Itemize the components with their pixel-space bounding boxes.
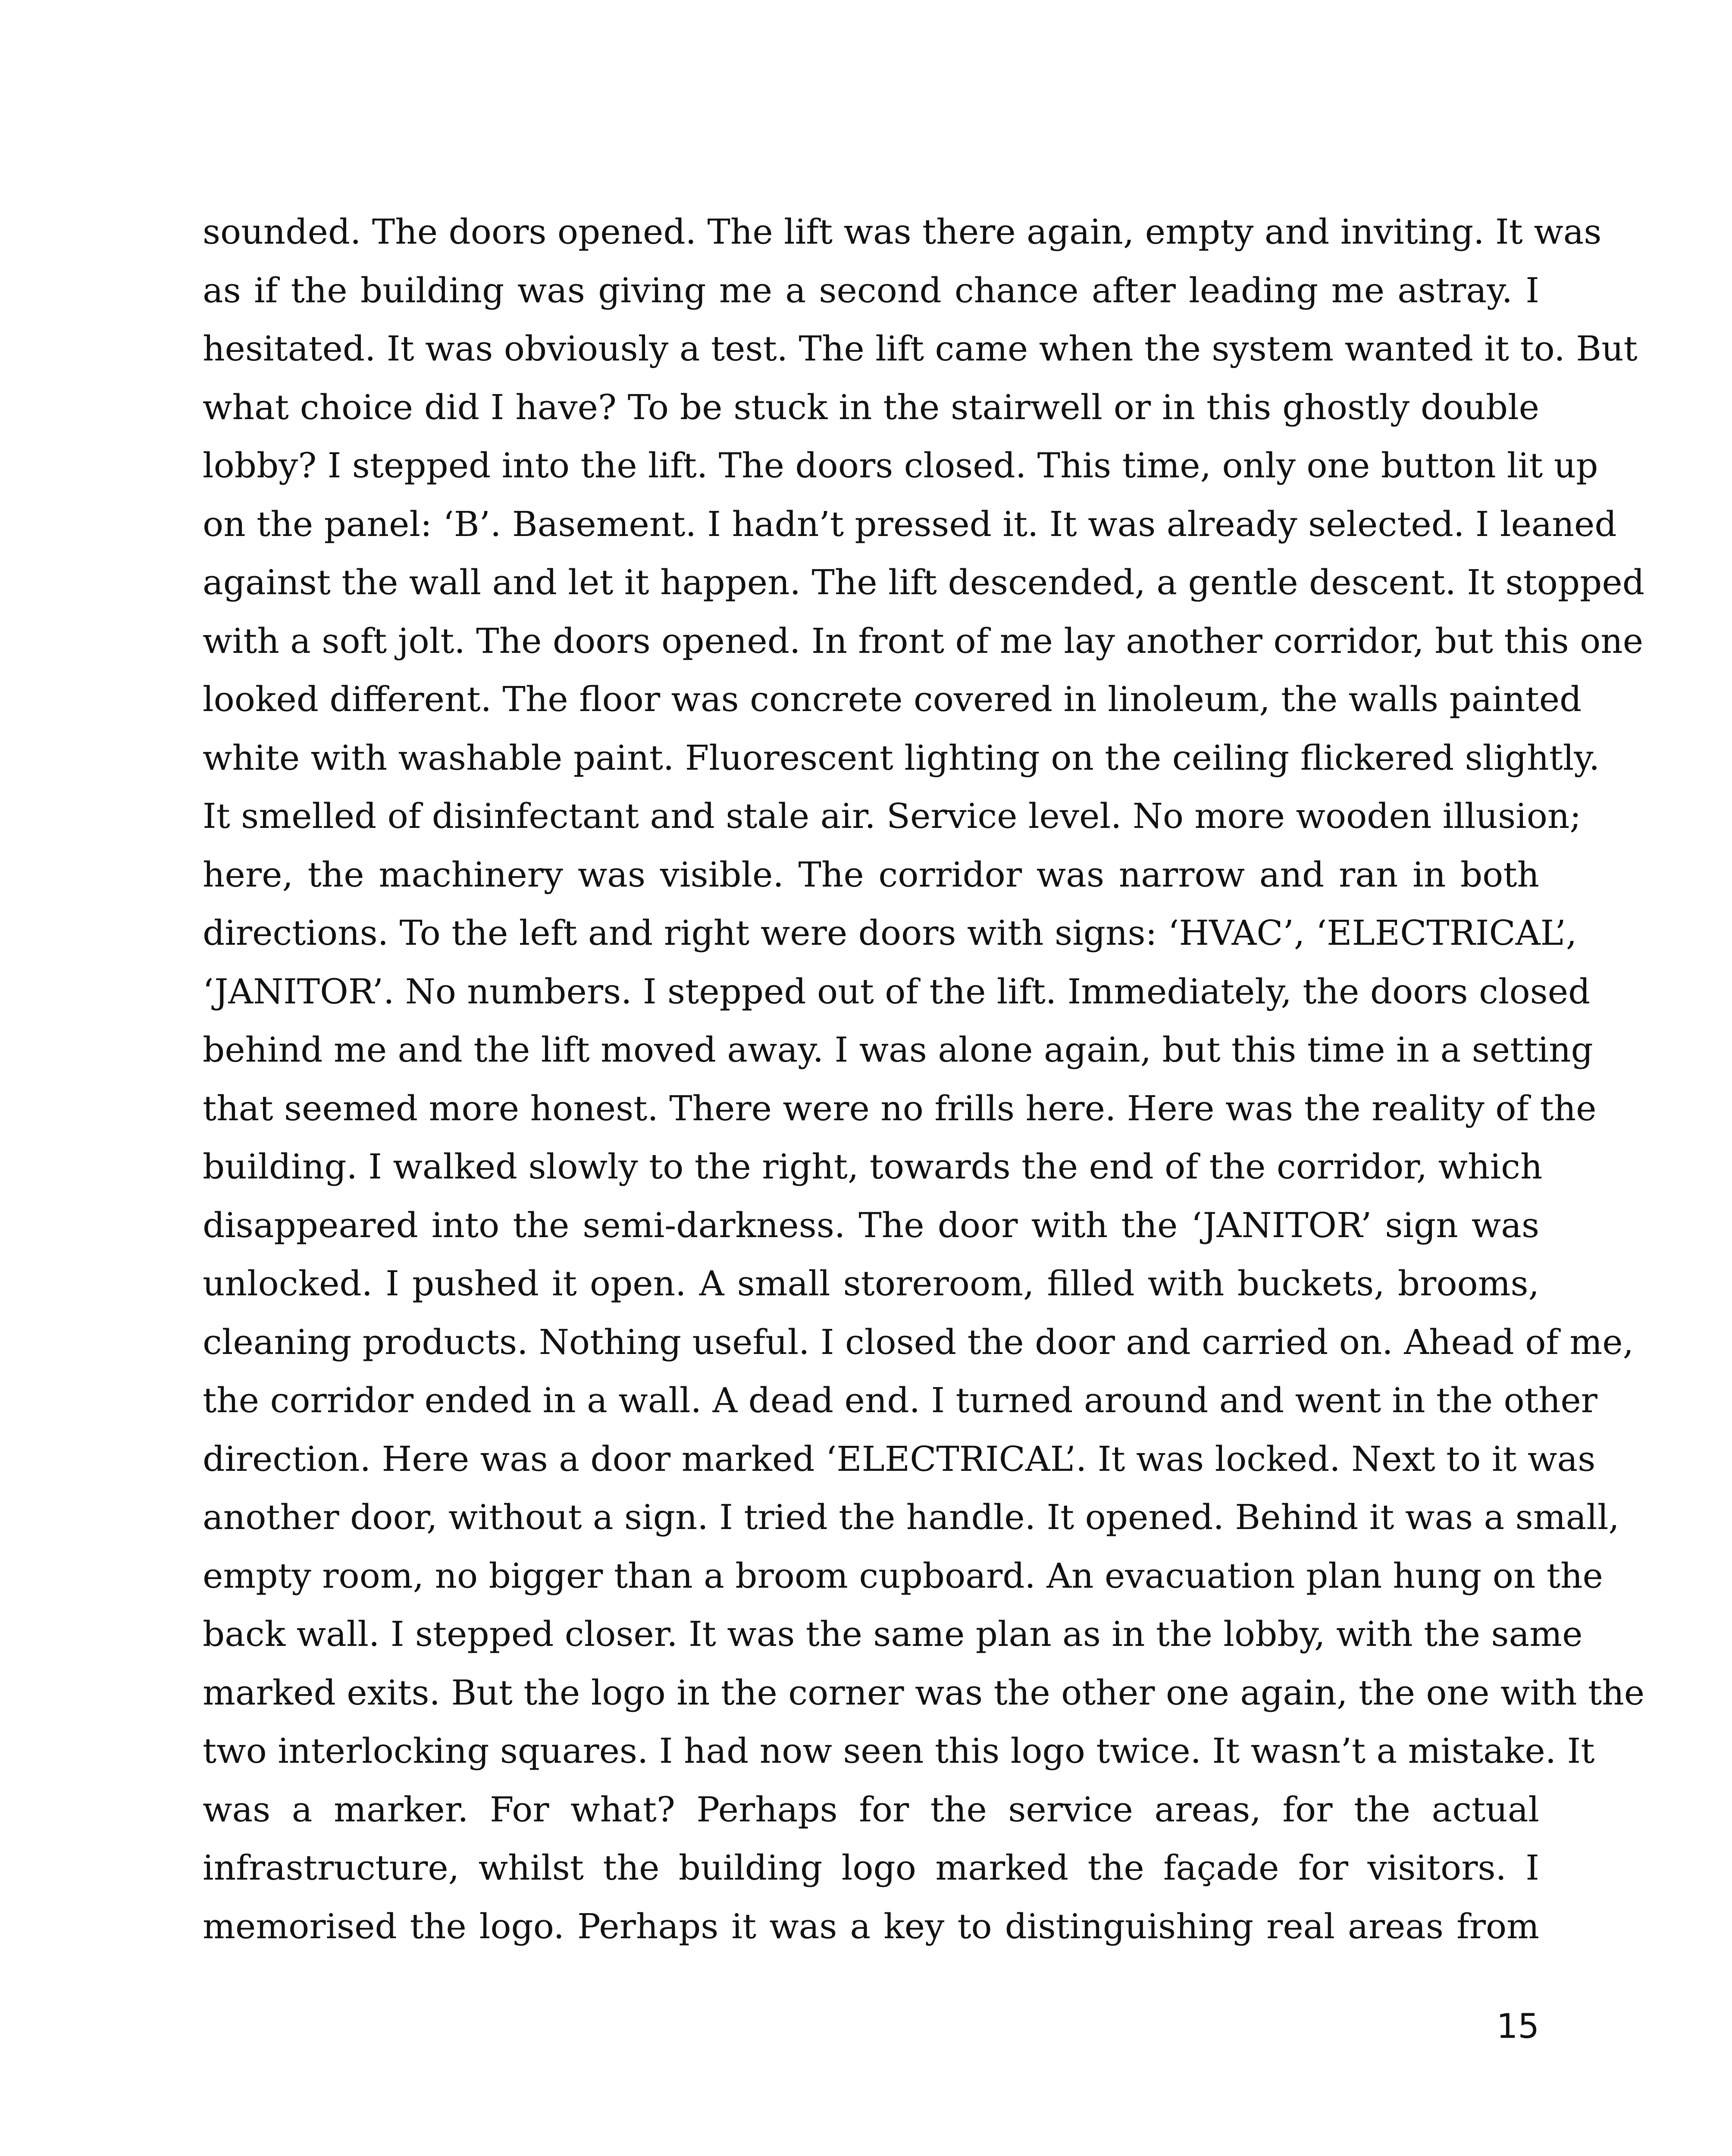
text-line: It smelled of disinfectant and stale air. Service level. No more wooden illusion; xyxy=(203,796,1582,836)
text-line: that seemed more honest. There were no frills here. Here was the reality of the xyxy=(203,1088,1597,1128)
text-line: here, the machinery was visible. The corridor was narrow and ran in both xyxy=(203,854,1539,895)
text-line: as if the building was giving me a second chance after leading me astray. I xyxy=(203,270,1539,310)
text-line: on the panel: ‘B’. Basement. I hadn’t pressed it. It was already selected. I leaned xyxy=(203,504,1617,544)
text-line: against the wall and let it happen. The lift descended, a gentle descent. It stopped xyxy=(203,562,1644,602)
text-line: directions. To the left and right were doors with signs: ‘HVAC’, ‘ELECTRICAL’, xyxy=(203,913,1577,953)
body-text xyxy=(203,203,1645,1955)
text-line: sounded. The doors opened. The lift was there again, empty and inviting. It was xyxy=(203,212,1602,252)
text-line: white with washable paint. Fluorescent lighting on the ceiling flickered slightly. xyxy=(203,737,1600,778)
text-line: hesitated. It was obviously a test. The lift came when the system wanted it to. But xyxy=(203,329,1638,369)
text-line: two interlocking squares. I had now seen this logo twice. It wasn’t a mistake. It xyxy=(203,1731,1595,1771)
text-line: another door, without a sign. I tried the handle. It opened. Behind it was a small, xyxy=(203,1497,1619,1537)
text-line: disappeared into the semi-darkness. The door with the ‘JANITOR’ sign was xyxy=(203,1205,1539,1245)
text-line: cleaning products. Nothing useful. I closed the door and carried on. Ahead of me, xyxy=(203,1322,1634,1362)
text-line: infrastructure, whilst the building logo marked the façade for visitors. I xyxy=(203,1848,1539,1888)
text-line: looked different. The floor was concrete covered in linoleum, the walls painted xyxy=(203,679,1582,719)
page-number: 15 xyxy=(1496,2007,1539,2046)
text-line: lobby? I stepped into the lift. The doors closed. This time, only one button lit up xyxy=(203,445,1598,486)
text-line: was a marker. For what? Perhaps for the service areas, for the actual xyxy=(203,1789,1539,1830)
text-line: ‘JANITOR’. No numbers. I stepped out of the lift. Immediately, the doors closed xyxy=(203,971,1591,1012)
text-line: unlocked. I pushed it open. A small storeroom, filled with buckets, brooms, xyxy=(203,1263,1539,1304)
text-line: direction. Here was a door marked ‘ELECTRICAL’. It was locked. Next to it was xyxy=(203,1438,1596,1479)
text-line: with a soft jolt. The doors opened. In front of me lay another corridor, but this one xyxy=(203,620,1644,661)
text-line: the corridor ended in a wall. A dead end. I turned around and went in the other xyxy=(203,1380,1597,1420)
text-line: back wall. I stepped closer. It was the same plan as in the lobby, with the same xyxy=(203,1614,1583,1654)
text-line: memorised the logo. Perhaps it was a key to distinguishing real areas from xyxy=(203,1906,1539,1946)
text-line: empty room, no bigger than a broom cupboard. An evacuation plan hung on the xyxy=(203,1555,1603,1596)
text-line: marked exits. But the logo in the corner was the other one again, the one with the xyxy=(203,1672,1645,1713)
text-line: what choice did I have? To be stuck in the stairwell or in this ghostly double xyxy=(203,387,1539,427)
text-line: behind me and the lift moved away. I was alone again, but this time in a setting xyxy=(203,1030,1593,1070)
text-line: building. I walked slowly to the right, towards the end of the corridor, which xyxy=(203,1147,1543,1187)
